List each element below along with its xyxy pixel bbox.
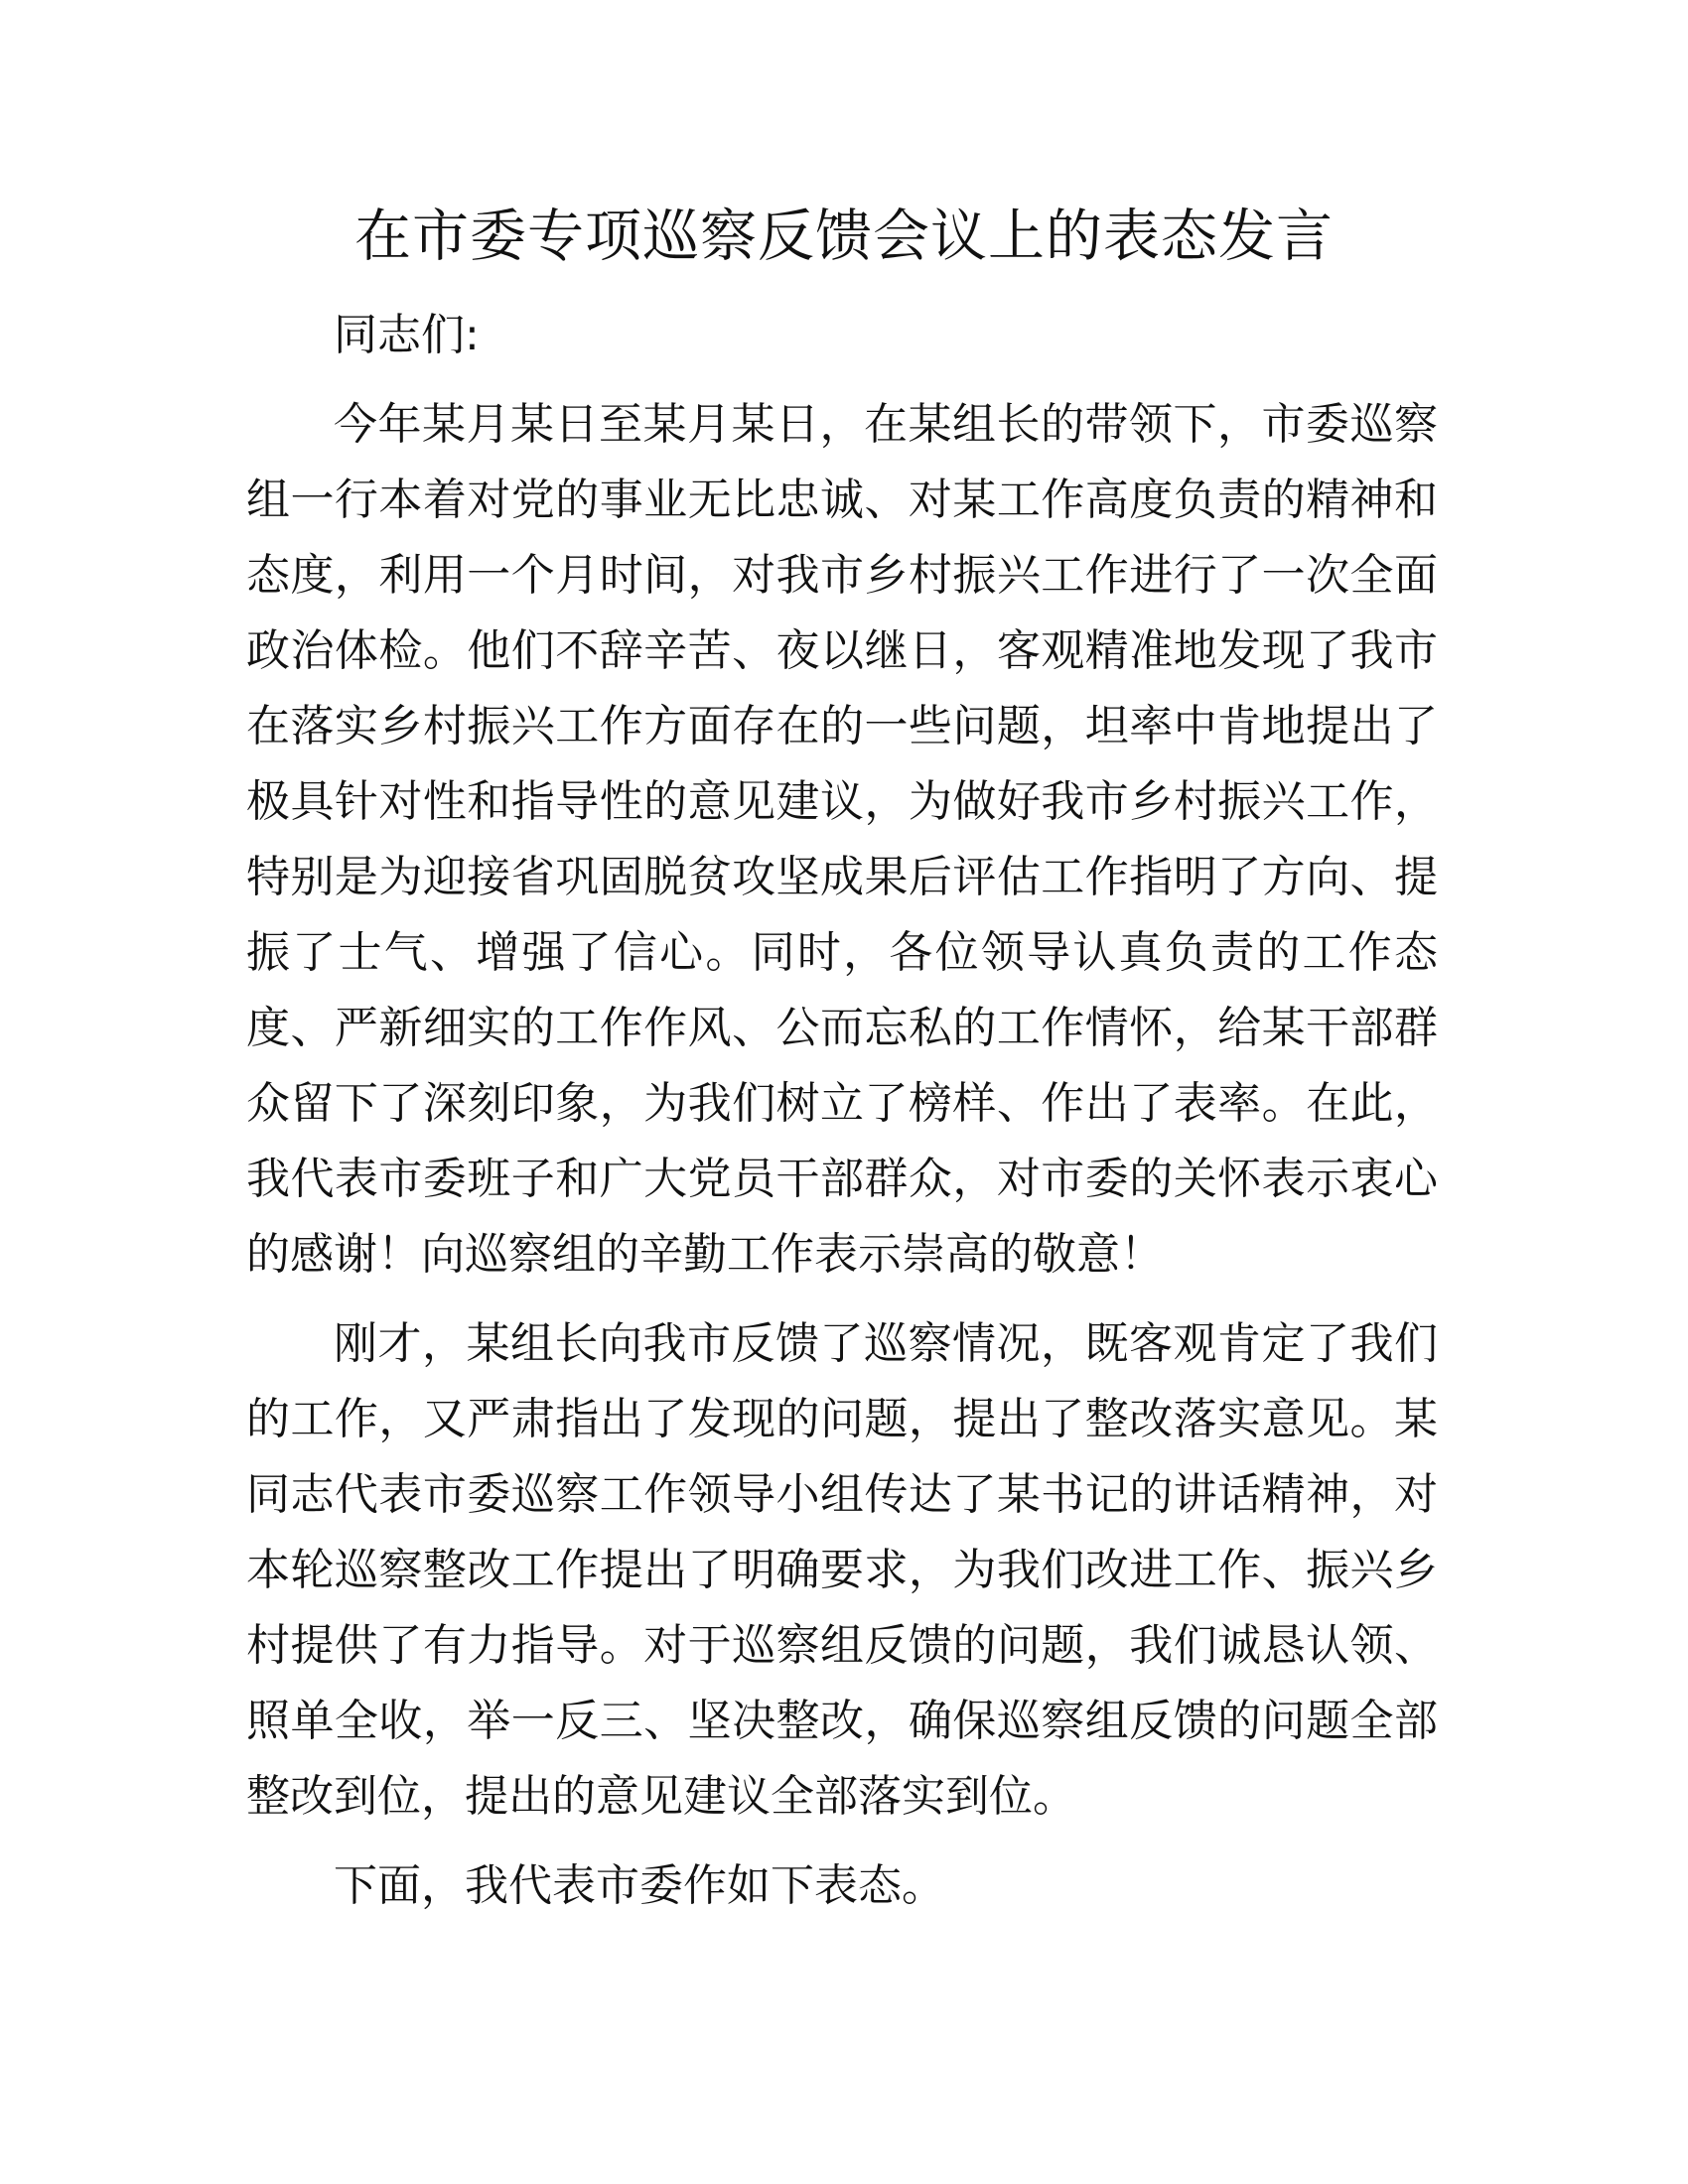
greeting: 同志们:: [334, 310, 480, 360]
document-body: [246, 298, 1438, 1924]
paragraph-1: 今年某月某日至某月某日，在某组长的带领下，市委巡察组一行本着对党的事业无比忠诚、对某工作高度负责的精神和态度，利用一个月时间，对我市乡村振兴工作进行了一次全面政治体检。他们不辞辛苦、夜以继日，客观精准地发现了我市在落实乡村振兴工作方面存在的一些问题，坦率中肯地提出了极具针对性和指导性的意见建议，为做好我市乡村振兴工作，特别是为迎接省巩固脱贫攻坚成果后评估工作指明了方向、提振了士气、增强了信心。同时，各位领导认真负责的工作态度、严新细实的工作作风、公而忘私的工作情怀，给某干部群众留下了深刻印象，为我们树立了榜样、作出了表率。在此，我代表市委班子和广大党员干部群众，对市委的关怀表示衷心的感谢！向巡察组的辛勤工作表示崇高的敬意！: [246, 399, 1438, 1280]
paragraph-2: 刚才，某组长向我市反馈了巡察情况，既客观肯定了我们的工作，又严肃指出了发现的问题，提出了整改落实意见。某同志代表市委巡察工作领导小组传达了某书记的讲话精神，对本轮巡察整改工作提出了明确要求，为我们改进工作、振兴乡村提供了有力指导。对于巡察组反馈的问题，我们诚恳认领、照单全收，举一反三、坚决整改，确保巡察组反馈的问题全部整改到位，提出的意见建议全部落实到位。: [246, 1318, 1438, 1822]
document-title: 在市委专项巡察反馈会议上的表态发言: [354, 204, 1334, 269]
paragraph-3: 下面，我代表市委作如下表态。: [334, 1860, 945, 1911]
